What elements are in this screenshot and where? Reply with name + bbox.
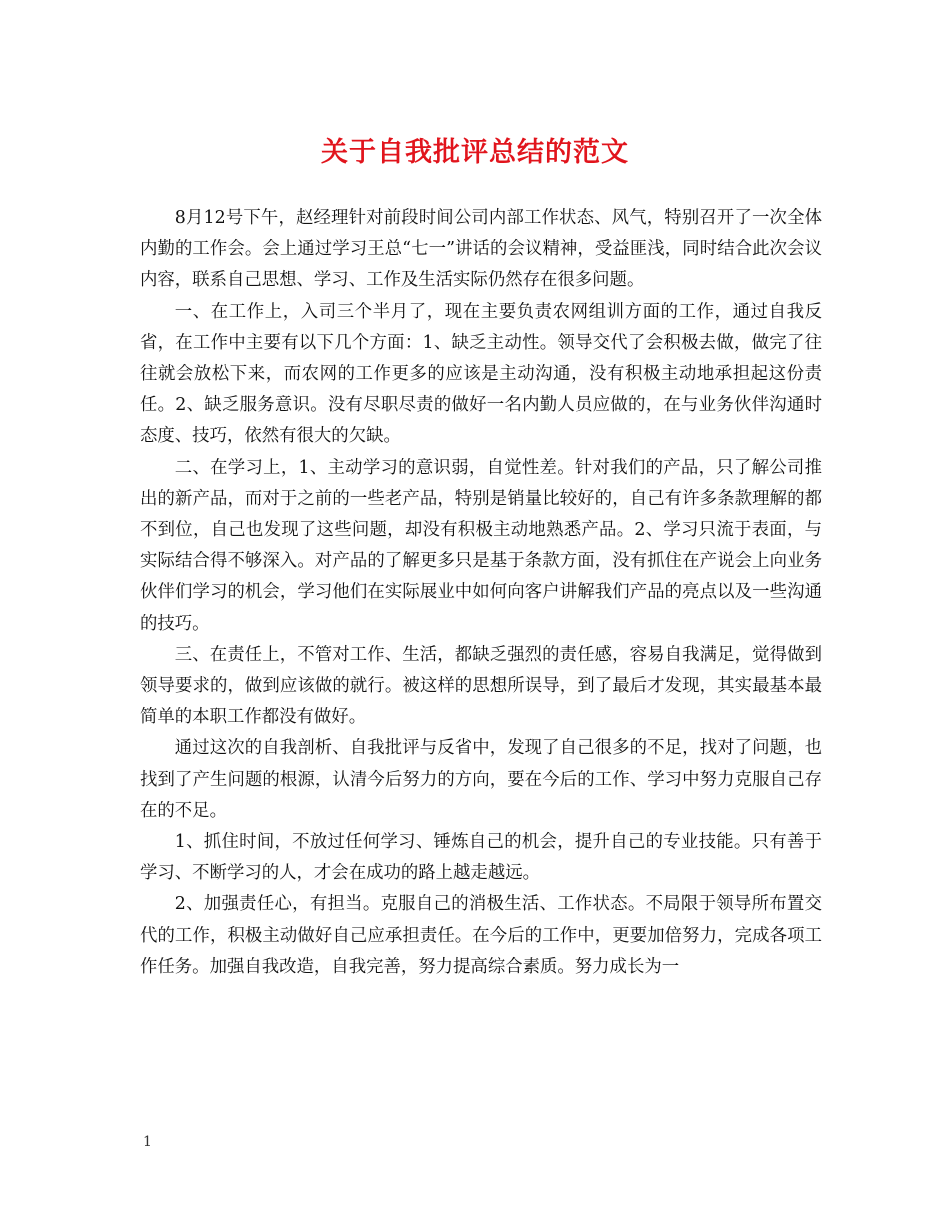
paragraph-point-1: 1、抓住时间，不放过任何学习、锤炼自己的机会，提升自己的专业技能。只有善于学习、不断学习的人，才会在成功的路上越走越远。 [140, 832, 822, 884]
document-title: 关于自我批评总结的范文 [321, 137, 629, 168]
paragraph-intro: 8月12号下午，赵经理针对前段时间公司内部工作状态、风气，特别召开了一次全体内勤的工作会。会上通过学习王总“七一”讲话的会议精神，受益匪浅，同时结合此次会议内容，联系自己思想、学习、工作及生活实际仍然存在很多问题。 [140, 208, 822, 291]
paragraph-point-2: 2、加强责任心，有担当。克服自己的消极生活、工作状态。不局限于领导所布置交代的工作，积极主动做好自己应承担责任。在今后的工作中，更要加倍努力，完成各项工作任务。加强自我改造，自我完善，努力提高综合素质。努力成长为一 [140, 894, 822, 977]
paragraph-responsibility: 三、在责任上，不管对工作、生活，都缺乏强烈的责任感，容易自我满足，觉得做到领导要求的，做到应该做的就行。被这样的思想所误导，到了最后才发现，其实最基本最简单的本职工作都没有做好。 [140, 644, 822, 728]
paragraph-study: 二、在学习上，1、主动学习的意识弱，自觉性差。针对我们的产品，只了解公司推出的新产品，而对于之前的一些老产品，特别是销量比较好的，自己有许多条款理解的都不到位，自己也发现了这些问题，却没有积极主动地熟悉产品。2、学习只流于表面，与实际结合得不够深入。对产品的了解更多只是基于条款方面，没有抓住在产说会上向业务伙伴们学习的机会，学习他们在实际展业中如何向客户讲解我们产品的亮点以及一些沟通的技巧。 [140, 457, 822, 634]
page-number: 1 [143, 1134, 152, 1150]
paragraph-reflection: 通过这次的自我剖析、自我批评与反省中，发现了自己很多的不足，找对了问题，也找到了产生问题的根源，认清今后努力的方向，要在今后的工作、学习中努力克服自己存在的不足。 [140, 738, 822, 821]
document-body [140, 203, 822, 983]
paragraph-work: 一、在工作上，入司三个半月了，现在主要负责农网组训方面的工作，通过自我反省，在工作中主要有以下几个方面：1、缺乏主动性。领导交代了会积极去做，做完了往往就会放松下来，而农网的工作更多的应该是主动沟通，没有积极主动地承担起这份责任。2、缺乏服务意识。没有尽职尽责的做好一名内勤人员应做的，在与业务伙伴沟通时态度、技巧，依然有很大的欠缺。 [140, 301, 822, 447]
